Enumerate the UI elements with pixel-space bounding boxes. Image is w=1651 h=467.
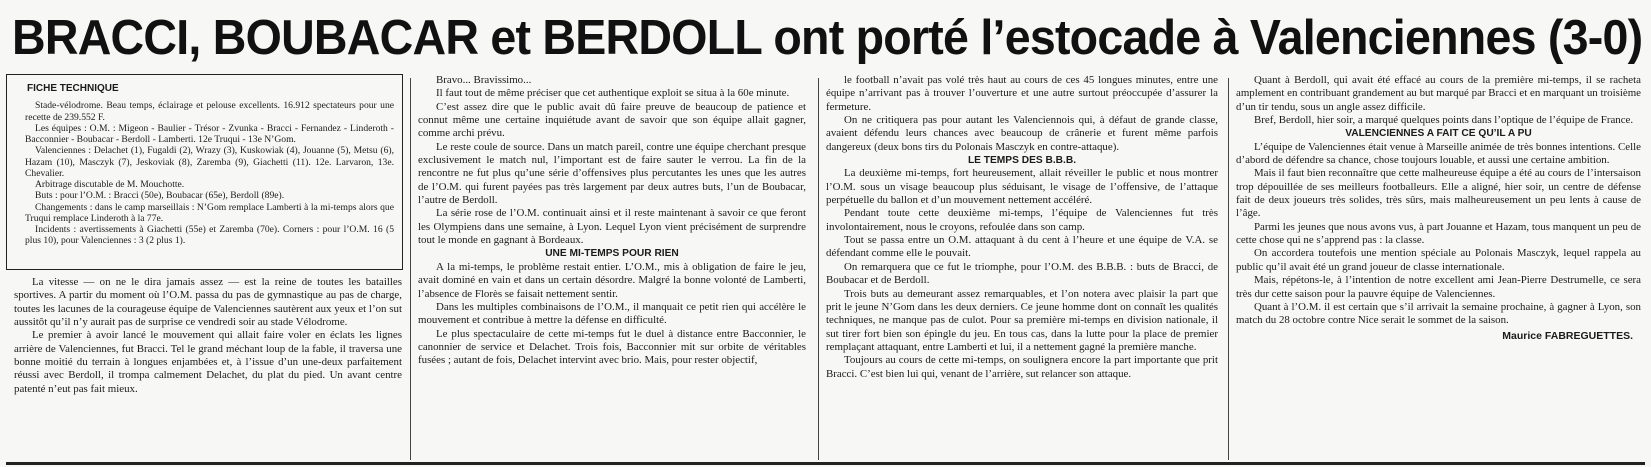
paragraph: A la mi-temps, le problème restait entier. L’O.M., mis à obligation de faire le jeu, avait dominé en vain et dans un certain désordre. Malgré la bonne volonté de Lamberti, l’absence de Florès se faisait nettement sentir. xyxy=(418,260,806,300)
paragraph: Il faut tout de même préciser que cet authentique exploit se situa à la 60e minute. xyxy=(436,87,790,100)
fiche-line: Stade-vélodrome. Beau temps, éclairage et pelouse excellents. 16.912 spectateurs pour une recette de 239.552 F. xyxy=(25,100,394,123)
column-3 xyxy=(826,74,1218,460)
headline: BRACCI, BOUBACAR et BERDOLL ont porté l’estocade à Valenciennes (3-0) xyxy=(12,11,1643,65)
paragraph: Bravo... Bravissimo... xyxy=(436,74,532,86)
fiche-line: Incidents : avertissements à Giachetti (55e) et Zaremba (70e). Corners : pour l’O.M. 16 (5 plus 10), pour Valenciennes : 3 (2 plus 1). xyxy=(25,224,394,247)
paragraph: Trois buts au demeurant assez remarquables, et l’on notera avec plaisir la part que prit le jeune N’Gom dans les deux derniers. Ce jeune homme dont on connaît les qualités techniques, ne manque pas de culot. Pour sa première mi-temps en division nationale, il sut tirer fort bien son épingle du jeu. En tous cas, dans la lutte pour la place de premier remplaçant attaquant, entre Lamberti et lui, il a nettement gagné la première manche. xyxy=(826,287,1218,353)
paragraph: Mais il faut bien reconnaître que cette malheureuse équipe a été au cours de l’intersaison trop dépouillée de ses meilleurs footballeurs. Elle a aligné, hier soir, un centre de défense fait de deux joueurs très solides, très sûrs, mais malheureusement un peu lents à cause de l’âge. xyxy=(1236,167,1641,220)
paragraph: Quant à Berdoll, qui avait été effacé au cours de la première mi-temps, il se racheta amplement en contribuant grandement au but marqué par Bracci et en marquant un troisième d’un tir tendu, sous un angle assez difficile. xyxy=(1236,74,1641,113)
paragraph: L’équipe de Valenciennes était venue à Marseille animée de très bonnes intentions. Celle d’abord de défendre sa chance, chose toujours louable, et aussi une certaine ambition. xyxy=(1236,140,1641,167)
subhead: LE TEMPS DES B.B.B. xyxy=(967,155,1077,167)
column-2 xyxy=(418,74,806,460)
paragraph: Quant à l’O.M. il est certain que s’il arrivait la semaine prochaine, à gagner à Lyon, son match du 28 octobre contre Nice serait le sommet de la saison. xyxy=(1236,300,1641,327)
paragraph: La vitesse — on ne le dira jamais assez — est la reine de toutes les batailles sportives. A partir du moment où l’O.M. passa du pas de gymnastique au pas de charge, toutes les lacunes de la courageuse équipe de Valenciennes sautèrent aux yeux et l’on sut aussitôt qu’il n’y aurait pas de surprise ce vendredi soir au stade Vélodrome. xyxy=(14,276,402,329)
paragraph: Mais, répétons-le, à l’intention de notre excellent ami Jean-Pierre Destrumelle, ce sera très dur cette saison pour la pauvre équipe de Valenciennes. xyxy=(1236,274,1641,300)
subhead: VALENCIENNES A FAIT CE QU’IL A PU xyxy=(1345,128,1532,140)
paragraph: On ne critiquera pas pour autant les Valenciennois qui, à défaut de grande classe, avaient défendu leurs chances avec beaucoup de crânerie et furent même parfois dangereux (deux bons tirs du Polonais Masczyk en contre-attaque). xyxy=(826,114,1218,153)
fiche-title: FICHE TECHNIQUE xyxy=(27,83,119,94)
fiche-line: Les équipes : O.M. : Migeon - Baulier - Trésor - Zvunka - Bracci - Fernandez - Linderoth - Bacconnier - Boubacar - Berdoll - Lamberti. 12e Truqui - 13e N’Gom. xyxy=(25,122,394,145)
byline: Maurice FABREGUETTES. xyxy=(1502,329,1633,342)
paragraph: Dans les multiples combinaisons de l’O.M., il manquait ce petit rien qui accélère le mouvement et contribue à mettre la défense en difficulté. xyxy=(418,300,806,327)
fiche-line: Arbitrage discutable de M. Mouchotte. xyxy=(35,179,185,190)
paragraph: On remarquera que ce fut le triomphe, pour l’O.M. des B.B.B. : buts de Bracci, de Boubacar et de Berdoll. xyxy=(826,260,1218,287)
fiche-line: Valenciennes : Delachet (1), Fugaldi (2), Wrazy (3), Kuskowiak (4), Jouanne (5), Metsu (6), Hazam (10), Masczyk (7), Jeskoviak (8), Zaremba (9), Giachetti (11). 12e. Larvaron, 13e. Chevalier. xyxy=(25,145,394,179)
paragraph: Tout se passa entre un O.M. attaquant à du cent à l’heure et une équipe de V.A. se défendant comme elle le pouvait. xyxy=(826,234,1218,260)
column-4 xyxy=(1236,74,1641,460)
subhead: UNE MI-TEMPS POUR RIEN xyxy=(545,248,679,260)
column-rule xyxy=(818,78,819,460)
paragraph: Le premier à avoir lancé le mouvement qui allait faire voler en éclats les lignes arrière de Valenciennes, fut Bracci. Tel le grand méchant loup de la fable, il traversa une bonne moitié du terrain à longues enjambées et, à l’issue d’un une-deux parfaitement réussi avec Berdoll, il trompa calmement Delachet, du plat du pied. Un avant centre patenté n’eut pas fait mieux. xyxy=(14,329,402,395)
paragraph: C’est assez dire que le public avait dû faire preuve de beaucoup de patience et connut même une certaine inquiétude avant de savoir que son équipe allait gagner, comme archi prévu. xyxy=(418,100,806,140)
fiche-technique-box xyxy=(6,74,403,270)
paragraph: La deuxième mi-temps, fort heureusement, allait réveiller le public et nous montrer l’O.M. sous un visage beaucoup plus séduisant, le visage de l’offensive, de l’attaque perpétuelle du ballon et d’un mouvement nettement accéléré. xyxy=(826,167,1218,207)
paragraph: le football n’avait pas volé très haut au cours de ces 45 longues minutes, entre une équipe n’arrivant pas à trouver l’ouverture et une autre surtout préoccupée d’assurer la fermeture. xyxy=(826,74,1218,113)
paragraph: La série rose de l’O.M. continuait ainsi et il reste maintenant à savoir ce que feront les Olympiens dans une semaine, à Lyon. Lequel Lyon vient précisément de surprendre tout le monde en gagnant à Bordeaux. xyxy=(418,207,806,247)
paragraph: Bref, Berdoll, hier soir, a marqué quelques points dans l’optique de l’équipe de France. xyxy=(1254,114,1634,127)
fiche-line: Changements : dans le camp marseillais : N’Gom remplace Lamberti à la mi-temps alors que Truqui remplace Linderoth à la 77e. xyxy=(25,201,394,224)
paragraph: Le plus spectaculaire de cette mi-temps fut le duel à distance entre Bacconnier, le canonnier de service et Delachet. Trois fois, Bacconnier mit sur orbite de véritables fusées ; autant de fois, Delachet intervint avec brio. Mais, pour rester objectif, xyxy=(418,327,806,367)
paragraph: Toujours au cours de cette mi-temps, on soulignera encore la part importante que prit Bracci. C’est bien lui qui, venant de l’arrière, sut relancer son attaque. xyxy=(826,354,1218,380)
paragraph: Pendant toute cette deuxième mi-temps, l’équipe de Valenciennes fut très involontairement, nous le croyons, refoulée dans son camp. xyxy=(826,207,1218,233)
fiche-line: Buts : pour l’O.M. : Bracci (50e), Boubacar (65e), Berdoll (89e). xyxy=(35,190,285,202)
bottom-rule xyxy=(6,462,1645,465)
column-rule xyxy=(1228,78,1229,460)
paragraph: Le reste coule de source. Dans un match pareil, contre une équipe cherchant presque exclusivement le match nul, l’important est de faire sauter le verrou. La fin de la rencontre ne fut plus qu’une série d’offensives plus percutantes les unes que les autres de l’O.M. qui furent payées pas très largement par deux autres buts, l’un de Boubacar, l’autre de Berdoll. xyxy=(418,140,806,207)
column-rule xyxy=(410,78,411,460)
paragraph: On accordera toutefois une mention spéciale au Polonais Masczyk, lequel rappela au public qu’il avait été un grand joueur de classe internationale. xyxy=(1236,247,1641,273)
paragraph: Parmi les jeunes que nous avons vus, à part Jouanne et Hazam, tous manquent un peu de cette chose qui ne s’apprend pas : la classe. xyxy=(1236,220,1641,247)
column-1 xyxy=(14,276,402,460)
